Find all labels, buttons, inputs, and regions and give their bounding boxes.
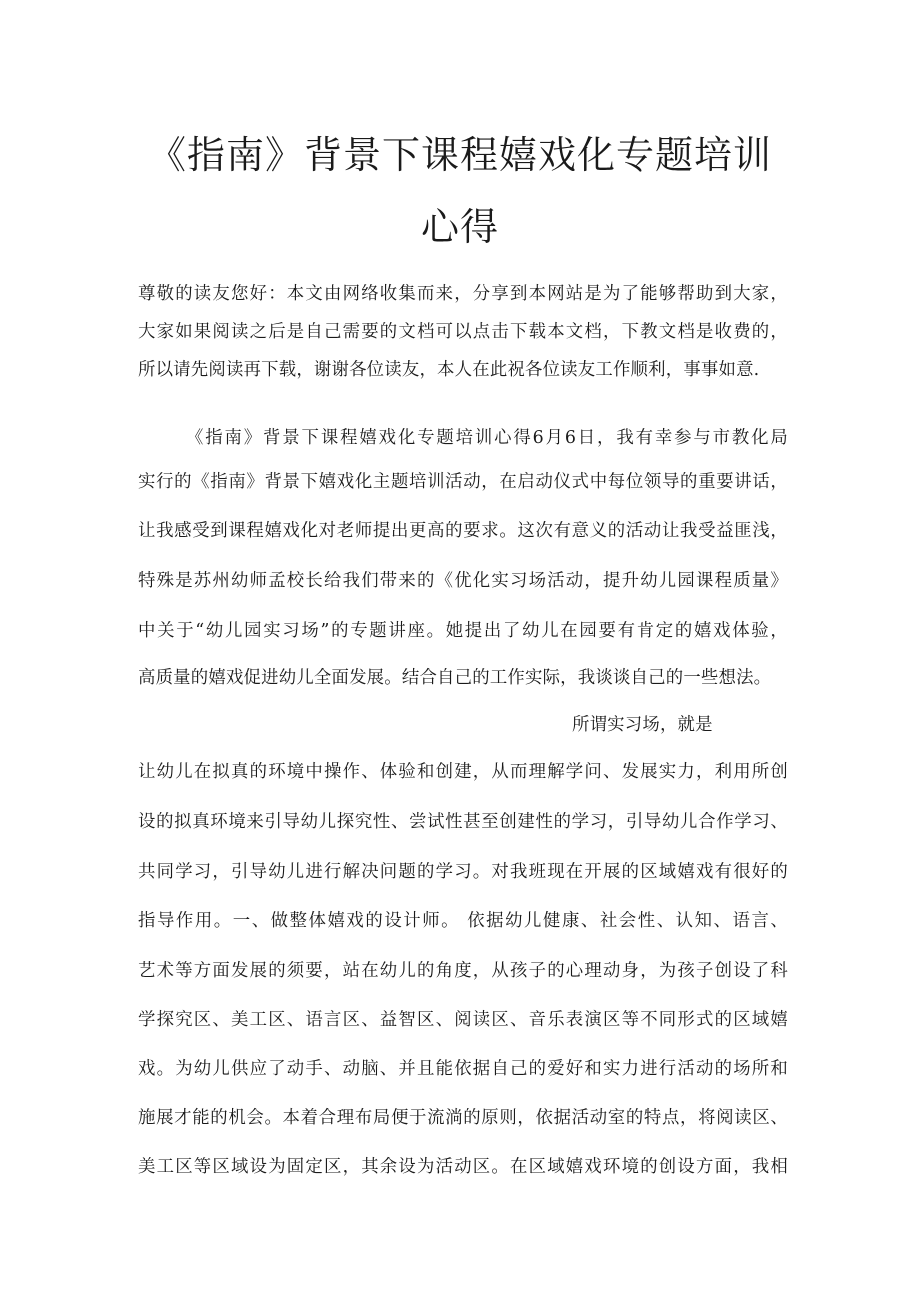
body-line: 让我感受到课程嬉戏化对老师提出更高的要求。这次有意义的活动让我受益匪浅，: [138, 521, 788, 541]
notice-line: 尊敬的读友您好：本文由网络收集而来，分享到本网站是为了能够帮助到大家，: [138, 284, 788, 304]
body-line: 让幼儿在拟真的环境中操作、体验和创建，从而理解学问、发展实力，利用所创: [138, 762, 788, 782]
body-line: 特殊是苏州幼师孟校长给我们带来的《优化实习场活动，提升幼儿园课程质量》: [138, 571, 788, 591]
body-line: 高质量的嬉戏促进幼儿全面发展。结合自己的工作实际，我谈谈自己的一些想法。: [138, 668, 772, 688]
body-line: 实行的《指南》背景下嬉戏化主题培训活动，在启动仪式中每位领导的重要讲话，: [138, 472, 788, 492]
body-line: 指导作用。一、做整体嬉戏的设计师。 依据幼儿健康、社会性、认知、语言、: [138, 911, 788, 931]
body-line-lead: 所谓实习场，就是: [572, 715, 713, 735]
body-line: 美工区等区域设为固定区，其余设为活动区。在区域嬉戏环境的创设方面，我相: [138, 1157, 788, 1177]
body-line: 《指南》背景下课程嬉戏化专题培训心得6月6日，我有幸参与市教化局: [186, 428, 788, 448]
notice-line: 大家如果阅读之后是自己需要的文档可以点击下载本文档，下教文档是收费的，: [138, 322, 788, 342]
document-title-line-1: 《指南》背景下课程嬉戏化专题培训: [147, 133, 772, 177]
notice-line: 所以请先阅读再下载，谢谢各位读友，本人在此祝各位读友工作顺利，事事如意.: [138, 360, 760, 380]
body-line: 中关于“幼儿园实习场”的专题讲座。她提出了幼儿在园要有肯定的嬉戏体验，: [138, 621, 788, 641]
body-line: 共同学习，引导幼儿进行解决问题的学习。对我班现在开展的区域嬉戏有很好的: [138, 862, 788, 882]
body-line: 施展才能的机会。本着合理布局便于流淌的原则，依据活动室的特点，将阅读区、: [138, 1108, 788, 1128]
body-line: 戏。为幼儿供应了动手、动脑、并且能依据自己的爱好和实力进行活动的场所和: [138, 1059, 788, 1079]
document-title-line-2: 心得: [420, 205, 499, 249]
body-line: 艺术等方面发展的须要，站在幼儿的角度，从孩子的心理动身，为孩子创设了科: [138, 961, 788, 981]
body-line: 学探究区、美工区、语言区、益智区、阅读区、音乐表演区等不同形式的区域嬉: [138, 1010, 788, 1030]
body-line: 设的拟真环境来引导幼儿探究性、尝试性甚至创建性的学习，引导幼儿合作学习、: [138, 812, 788, 832]
